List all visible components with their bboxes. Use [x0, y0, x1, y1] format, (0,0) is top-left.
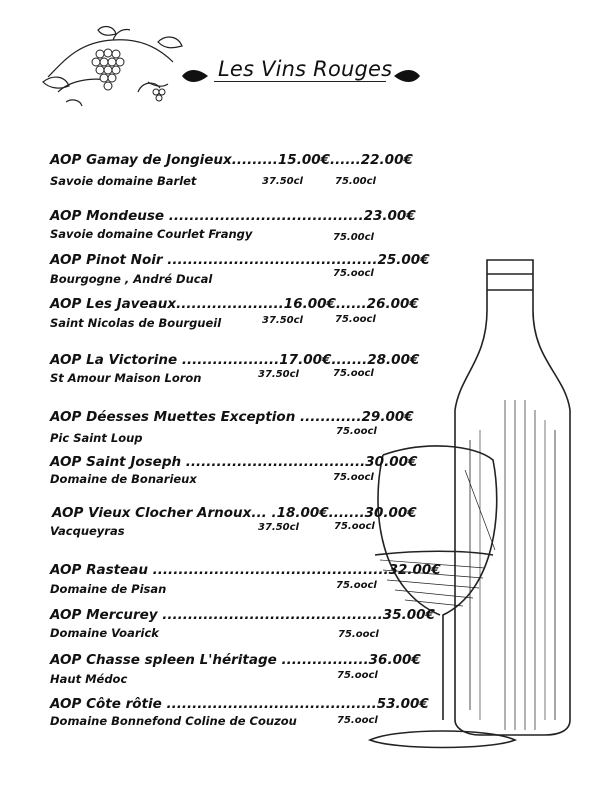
grape-vine-illustration	[38, 22, 193, 112]
wine-line: AOP La Victorine ...................17.00€.......28.00€	[50, 352, 420, 368]
wine-producer: Domaine de Bonarieux	[50, 472, 197, 486]
wine-line: AOP Pinot Noir .........................................25.00€	[50, 252, 430, 268]
wine-producer: Saint Nicolas de Bourgueil	[50, 316, 222, 330]
bottle-size: 75.oocl	[337, 670, 378, 681]
bottle-size: 75.oocl	[333, 268, 374, 279]
menu-title: Les Vins Rouges	[218, 57, 393, 81]
wine-producer: Domaine Bonnefond Coline de Couzou	[50, 714, 297, 728]
bottle-size: 37.50cl	[262, 315, 303, 326]
bottle-size: 75.oocl	[338, 629, 379, 640]
wine-line: AOP Saint Joseph ...................................30.00€	[50, 454, 418, 470]
wine-line: AOP Les Javeaux.....................16.00€......26.00€	[50, 296, 419, 312]
bottle-size: 75.oocl	[336, 426, 377, 437]
wine-producer: Savoie domaine Courlet Frangy	[50, 227, 253, 241]
wine-producer: Domaine de Pisan	[50, 582, 167, 596]
wine-producer: Vacqueyras	[50, 524, 125, 538]
bottle-size: 37.50cl	[262, 176, 303, 187]
wine-line: AOP Vieux Clocher Arnoux... .18.00€.......30.00€	[52, 505, 417, 521]
wine-line: AOP Côte rôtie .........................................53.00€	[50, 696, 429, 712]
wine-line: AOP Gamay de Jongieux.........15.00€......22.00€	[50, 152, 413, 168]
wine-producer: Pic Saint Loup	[50, 431, 143, 445]
bottle-size: 75.oocl	[336, 580, 377, 591]
wine-producer: St Amour Maison Loron	[50, 371, 202, 385]
wine-producer: Domaine Voarick	[50, 626, 159, 640]
left-flourish-ornament	[180, 66, 210, 86]
wine-line: AOP Déesses Muettes Exception ............29.00€	[50, 409, 414, 425]
bottle-size: 75.oocl	[333, 472, 374, 483]
wine-line: AOP Mondeuse ......................................23.00€	[50, 208, 416, 224]
wine-producer: Bourgogne , André Ducal	[50, 272, 213, 286]
wine-producer: Savoie domaine Barlet	[50, 174, 197, 188]
bottle-size: 37.50cl	[258, 369, 299, 380]
wine-producer: Haut Médoc	[50, 672, 128, 686]
right-flourish-ornament	[392, 66, 422, 86]
bottle-size: 75.oocl	[333, 368, 374, 379]
bottle-size: 37.50cl	[258, 522, 299, 533]
bottle-size: 75.00cl	[333, 232, 374, 243]
wine-line: AOP Chasse spleen L'héritage .................36.00€	[50, 652, 421, 668]
bottle-size: 75.oocl	[335, 314, 376, 325]
wine-line: AOP Mercurey ...........................................35.00€	[50, 607, 435, 623]
wine-line: AOP Rasteau ..............................................32.00€	[50, 562, 441, 578]
bottle-size: 75.00cl	[335, 176, 376, 187]
bottle-size: 75.oocl	[337, 715, 378, 726]
title-underline	[214, 81, 386, 82]
bottle-size: 75.oocl	[334, 521, 375, 532]
